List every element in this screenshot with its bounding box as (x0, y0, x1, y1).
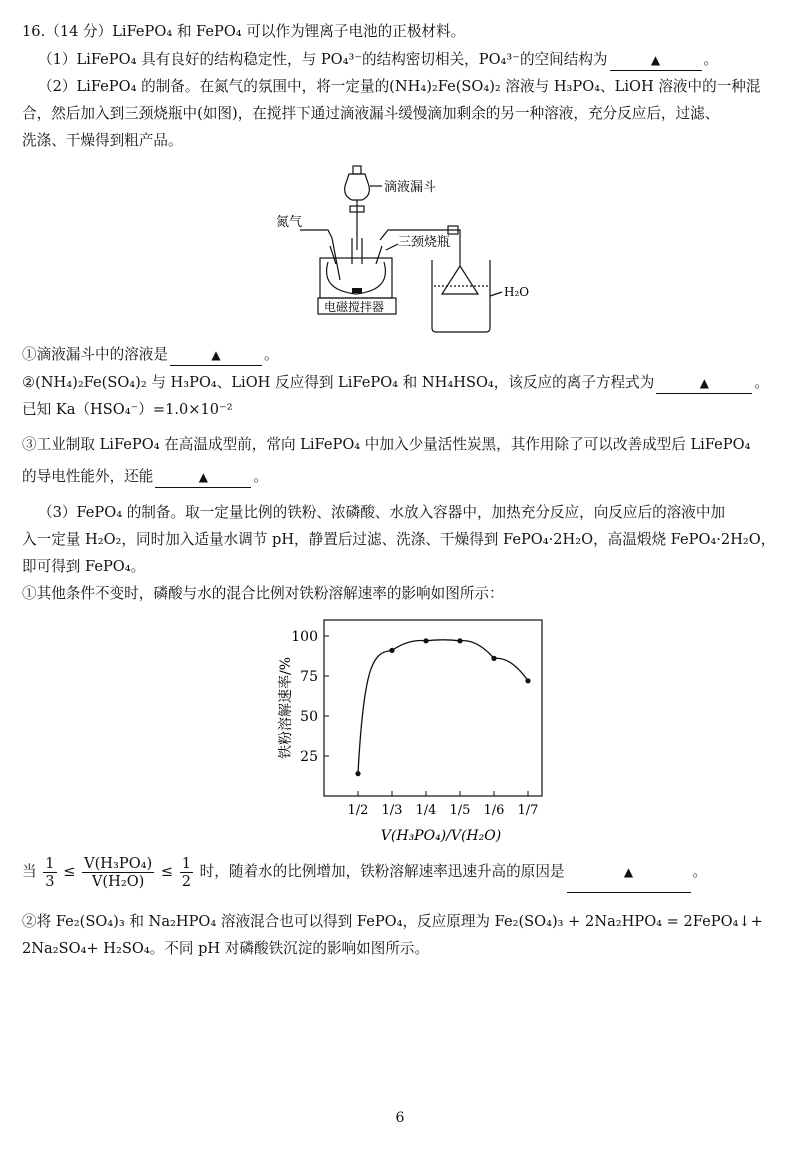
stir-bar (352, 288, 362, 293)
data-point (423, 638, 428, 643)
question-intro: LiFePO₄ 和 FePO₄ 可以作为锂离子电池的正极材料。 (112, 23, 466, 40)
answer-blank-4[interactable] (155, 467, 251, 488)
funnel-bulb (345, 174, 370, 200)
le-sign: ≤ (63, 863, 76, 880)
sub3-end: 。 (253, 468, 268, 485)
label-nitrogen: 氮气 (276, 215, 303, 230)
ka-note: 已知 Ka（HSO₄⁻）=1.0×10⁻² (22, 401, 233, 418)
x-tick-label: 1/3 (381, 803, 403, 818)
data-point (491, 656, 496, 661)
cond-end: 。 (692, 863, 708, 880)
part3-line1: （3）FePO₄ 的制备。取一定量比例的铁粉、浓磷酸、水放入容器中，加热充分反应，向反应后的溶液中加 (38, 504, 726, 521)
part1 (38, 50, 718, 71)
data-point (457, 638, 462, 643)
x-tick-label: 1/4 (415, 803, 437, 818)
part2-line1: （2）LiFePO₄ 的制备。在氮气的氛围中，将一定量的(NH₄)₂Fe(SO₄)₂ 溶液与 H₃PO₄、LiOH 溶液中的一种混 (38, 78, 761, 95)
chart2-line2: 2Na₂SO₄+ H₂SO₄。不同 pH 对磷酸铁沉淀的影响如图所示。 (22, 940, 430, 957)
y-tick-label: 75 (300, 669, 318, 685)
funnel-stopper (353, 166, 361, 174)
x-tick-label: 1/7 (517, 803, 539, 818)
sub3-line2 (22, 467, 268, 488)
y-tick-label: 100 (291, 629, 318, 645)
answer-blank-3[interactable] (656, 373, 752, 394)
label-funnel: 滴液漏斗 (384, 180, 437, 195)
answer-blank-2[interactable] (170, 345, 262, 366)
series-line (358, 640, 528, 774)
blank-marker: ▲ (650, 53, 661, 67)
blank-marker: ▲ (699, 376, 709, 390)
part1-end: 。 (703, 51, 719, 68)
sub2-end: 。 (754, 374, 769, 391)
blank-marker: ▲ (211, 348, 221, 362)
x-tick-label: 1/6 (483, 803, 505, 818)
sub1 (22, 345, 279, 366)
chart2-line1: ②将 Fe₂(SO₄)₃ 和 Na₂HPO₄ 溶液混合也可以得到 FePO₄，反应原理为 Fe₂(SO₄)₃ + 2Na₂HPO₄ = 2FePO₄↓+ (22, 913, 763, 930)
blank-marker: ▲ (623, 865, 634, 879)
blank-marker: ▲ (198, 470, 208, 484)
question-number: 16. (22, 23, 46, 40)
cond-pre: 当 (22, 863, 37, 880)
part3-line2: 入一定量 H₂O₂，同时加入适量水调节 pH，静置后过滤、洗涤、干燥得到 FePO₄·2H₂O，高温煅烧 FePO₄·2H₂O， (22, 531, 776, 548)
y-axis-label: 铁粉溶解速率/% (278, 656, 294, 760)
sub1-text: ①滴液漏斗中的溶液是 (22, 346, 168, 363)
le-sign: ≤ (160, 863, 174, 880)
y-tick-label: 25 (300, 749, 318, 765)
fraction-volume-ratio: $\frac{\text{V(H₃PO₄)}}{\text{V(H₂O)}}$ (84, 854, 153, 890)
x-tick-label: 1/5 (449, 803, 471, 818)
sub3-text: 的导电性能外，还能 (22, 468, 154, 485)
apparatus-figure (270, 160, 560, 340)
question-header (22, 22, 465, 42)
part2-line2: 合，然后加入到三颈烧瓶中(如图)，在搅拌下通过滴液漏斗缓慢滴加剩余的另一种溶液，充分反应后，过滤、 (22, 105, 720, 122)
beaker-funnel (442, 266, 478, 294)
cond-text: 时，随着水的比例增加，铁粉溶解速率迅速升高的原因是 (199, 863, 565, 880)
dissolution-rate-chart (262, 610, 562, 845)
plot-frame (324, 620, 542, 796)
fraction-one-third: $\frac{1}{3}$ (45, 854, 55, 890)
part2-line3: 洗涤、干燥得到粗产品。 (22, 132, 183, 149)
condition-line (22, 852, 707, 893)
answer-blank-1[interactable] (610, 50, 702, 71)
part1-text: （1）LiFePO₄ 具有良好的结构稳定性，与 PO₄³⁻的结构密切相关，PO₄³⁻的空间结构为 (38, 51, 608, 68)
data-point (355, 771, 360, 776)
x-axis-label: V(H₃PO₄)/V(H₂O) (380, 828, 502, 844)
sub2-text: ②(NH₄)₂Fe(SO₄)₂ 与 H₃PO₄、LiOH 反应得到 LiFePO₄ 和 NH₄HSO₄，该反应的离子方程式为 (22, 374, 655, 391)
label-stirrer: 电磁搅拌器 (324, 300, 385, 314)
page-number: 6 (395, 1110, 405, 1126)
beaker (432, 260, 490, 332)
sub3-line1: ③工业制取 LiFePO₄ 在高温成型前，常向 LiFePO₄ 中加入少量活性炭黑，其作用除了可以改善成型后 LiFePO₄ (22, 436, 751, 453)
label-flask: 三颈烧瓶 (398, 235, 451, 250)
sub2 (22, 373, 769, 394)
fraction-one-half: $\frac{1}{2}$ (181, 854, 192, 890)
y-tick-label: 50 (300, 709, 318, 725)
label-water: H₂O (504, 285, 530, 299)
question-points: （14 分） (45, 23, 113, 40)
sub1-end: 。 (263, 346, 279, 363)
data-point (525, 678, 530, 683)
part3-line3: 即可得到 FePO₄。 (22, 558, 146, 575)
answer-blank-5[interactable] (567, 852, 691, 893)
chart1-caption: ①其他条件不变时，磷酸与水的混合比例对铁粉溶解速率的影响如图所示： (22, 585, 504, 602)
data-point (389, 648, 394, 653)
x-tick-label: 1/2 (347, 803, 369, 818)
